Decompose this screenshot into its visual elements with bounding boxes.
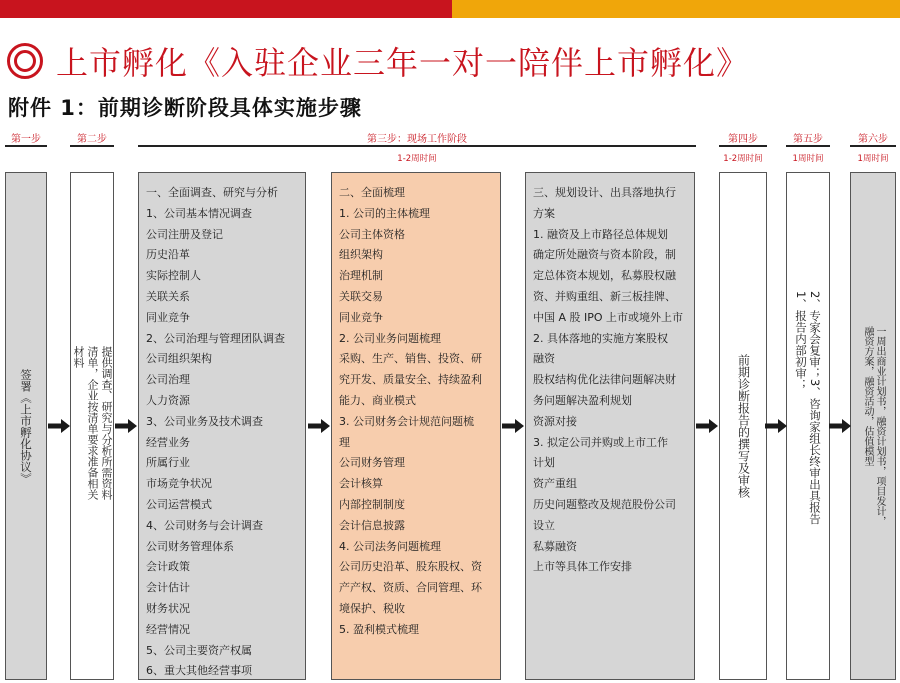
list-item: 采购、生产、销售、投资、研 [339,352,482,366]
step-2-label: 第二步 [77,134,107,145]
list-item: 5. 盈利模式梳理 [339,622,419,636]
list-item: 市场竞争状况 [146,477,212,491]
list-item: 方案 [533,206,555,220]
list-item: 4. 公司法务问题梳理 [339,539,441,553]
step-5-duration: 1周时间 [792,154,824,164]
step-3-review-box [331,172,501,680]
list-item: 公司注册及登记 [146,227,223,241]
step-4-line [719,145,767,147]
list-item: 务问题解决盈利规划 [533,393,632,407]
arrow-right-icon [115,419,137,433]
list-item: 公司历史沿革、股东股权、资 [339,560,482,574]
step-1-text: 签署《上市孵化协议》 [19,368,33,484]
list-item: 会计政策 [146,560,190,574]
step-3-duration: 1-2周时间 [397,154,437,164]
list-item: 会计信息披露 [339,518,405,532]
list-item: 三、规划设计、出具落地执行 [533,186,676,199]
list-item: 一、全面调查、研究与分析 [146,186,278,199]
list-item: 关联关系 [146,289,190,303]
arrow-right-icon [308,419,330,433]
top-bar-red [0,0,452,18]
list-item: 2. 具体落地的实施方案股权 [533,331,668,345]
step-2-box [70,172,114,680]
list-item: 公司主体资格 [339,227,405,241]
step-6-box [850,172,896,680]
list-item: 2. 公司业务问题梳理 [339,331,441,345]
list-item: 3. 公司财务会计规范问题梳 [339,414,474,428]
list-item: 4、公司财务与会计调查 [146,518,263,532]
list-item: 究开发、质量安全、持续盈利 [339,373,482,387]
step-3-plan-box [525,172,695,680]
step-5-line-1: 1、报告内部初审； [794,291,808,391]
list-item: 公司运营模式 [146,497,212,511]
list-item: 3. 拟定公司并购或上市工作 [533,435,668,449]
step-1-label: 第一步 [11,134,41,145]
list-item: 中国 A 股 IPO 上市或境外上市 [533,310,684,324]
list-item: 公司组织架构 [146,352,212,366]
list-item: 经营业务 [146,435,190,449]
list-item: 同业竞争 [339,310,383,324]
list-item: 资、并购重组、新三板挂牌、 [533,289,676,303]
arrow-right-icon [696,419,718,433]
list-item: 1. 公司的主体梳理 [339,206,430,220]
step-3-line [138,145,696,147]
list-item: 治理机制 [339,269,383,283]
list-item: 上市等具体工作安排 [533,560,632,574]
list-item: 资产重组 [533,477,577,491]
arrow-right-icon [765,419,787,433]
list-item: 2、公司治理与管理团队调查 [146,331,285,345]
step-5-label: 第五步 [793,134,823,145]
step-3-label: 第三步：现场工作阶段 [367,134,467,145]
list-item: 公司财务管理体系 [146,539,234,553]
list-item: 历史问题整改及规范股份公司 [533,497,676,511]
step-4-label: 第四步 [728,134,758,145]
list-item: 公司治理 [146,373,190,387]
list-item: 组织架构 [339,248,383,262]
list-item: 会计核算 [339,477,383,491]
list-item: 理 [339,435,350,449]
list-item: 会计估计 [146,581,190,595]
step-4-text: 前期诊断报告的撰写及审核 [736,354,751,498]
step-4-box [719,172,767,680]
list-item: 股权结构优化法律问题解决财 [533,373,676,387]
list-item: 确定所处融资与资本阶段，制 [533,248,676,262]
title-row [6,36,749,86]
step-1-line [5,145,47,147]
step-4-duration: 1-2周时间 [723,154,763,164]
list-item: 历史沿革 [146,248,190,262]
list-item: 3、公司业务及技术调查 [146,414,263,428]
list-item: 关联交易 [339,289,383,303]
step-5-line-2: 2、专家会复审；3、咨询家组长终审出具报告 [808,291,822,525]
list-item: 内部控制制度 [339,497,405,511]
list-item: 产产权、资质、合同管理、环 [339,581,482,595]
target-circle-icon [6,42,44,80]
step-6-duration: 1周时间 [857,154,889,164]
arrow-right-icon [829,419,851,433]
list-item: 定总体资本规划，私募股权融 [533,269,676,283]
step-1-box [5,172,47,680]
arrow-right-icon [502,419,524,433]
list-item: 6、重大其他经营事项 [146,664,252,678]
step-6-text: 一周出商业计划书，融资计划书，项目发计，融资方案，融资活动，估值模型 [862,326,885,526]
list-item: 同业竞争 [146,310,190,324]
list-item: 能力、商业模式 [339,393,416,407]
list-item: 1. 融资及上市路径总体规划 [533,227,668,241]
list-item: 资源对接 [533,414,577,428]
list-item: 所属行业 [146,456,190,470]
list-item: 设立 [533,518,555,532]
step-3-survey-box [138,172,306,680]
page-subtitle: 附件 1：前期诊断阶段具体实施步骤 [8,96,362,120]
list-item: 1、公司基本情况调查 [146,206,252,220]
list-item: 公司财务管理 [339,456,405,470]
list-item: 人力资源 [146,393,190,407]
top-bar-gold [452,0,900,18]
step-2-text: 提供调查、研究与分析所需资料清单，企业按清单要求准备相关材料 [72,346,113,500]
list-item: 融资 [533,352,555,366]
step-5-box [786,172,830,680]
list-item: 二、全面梳理 [339,186,405,199]
list-item: 私募融资 [533,539,577,553]
list-item: 5、公司主要资产权属 [146,643,252,657]
list-item: 实际控制人 [146,269,201,283]
step-2-line [70,145,114,147]
list-item: 经营情况 [146,622,190,636]
list-item: 计划 [533,456,555,470]
step-6-line [850,145,896,147]
list-item: 财务状况 [146,601,190,615]
step-5-line [786,145,830,147]
list-item: 境保护、税收 [339,601,405,615]
step-6-label: 第六步 [858,134,888,145]
page-title: 上市孵化《入驻企业三年一对一陪伴上市孵化》 [56,44,750,82]
arrow-right-icon [48,419,70,433]
